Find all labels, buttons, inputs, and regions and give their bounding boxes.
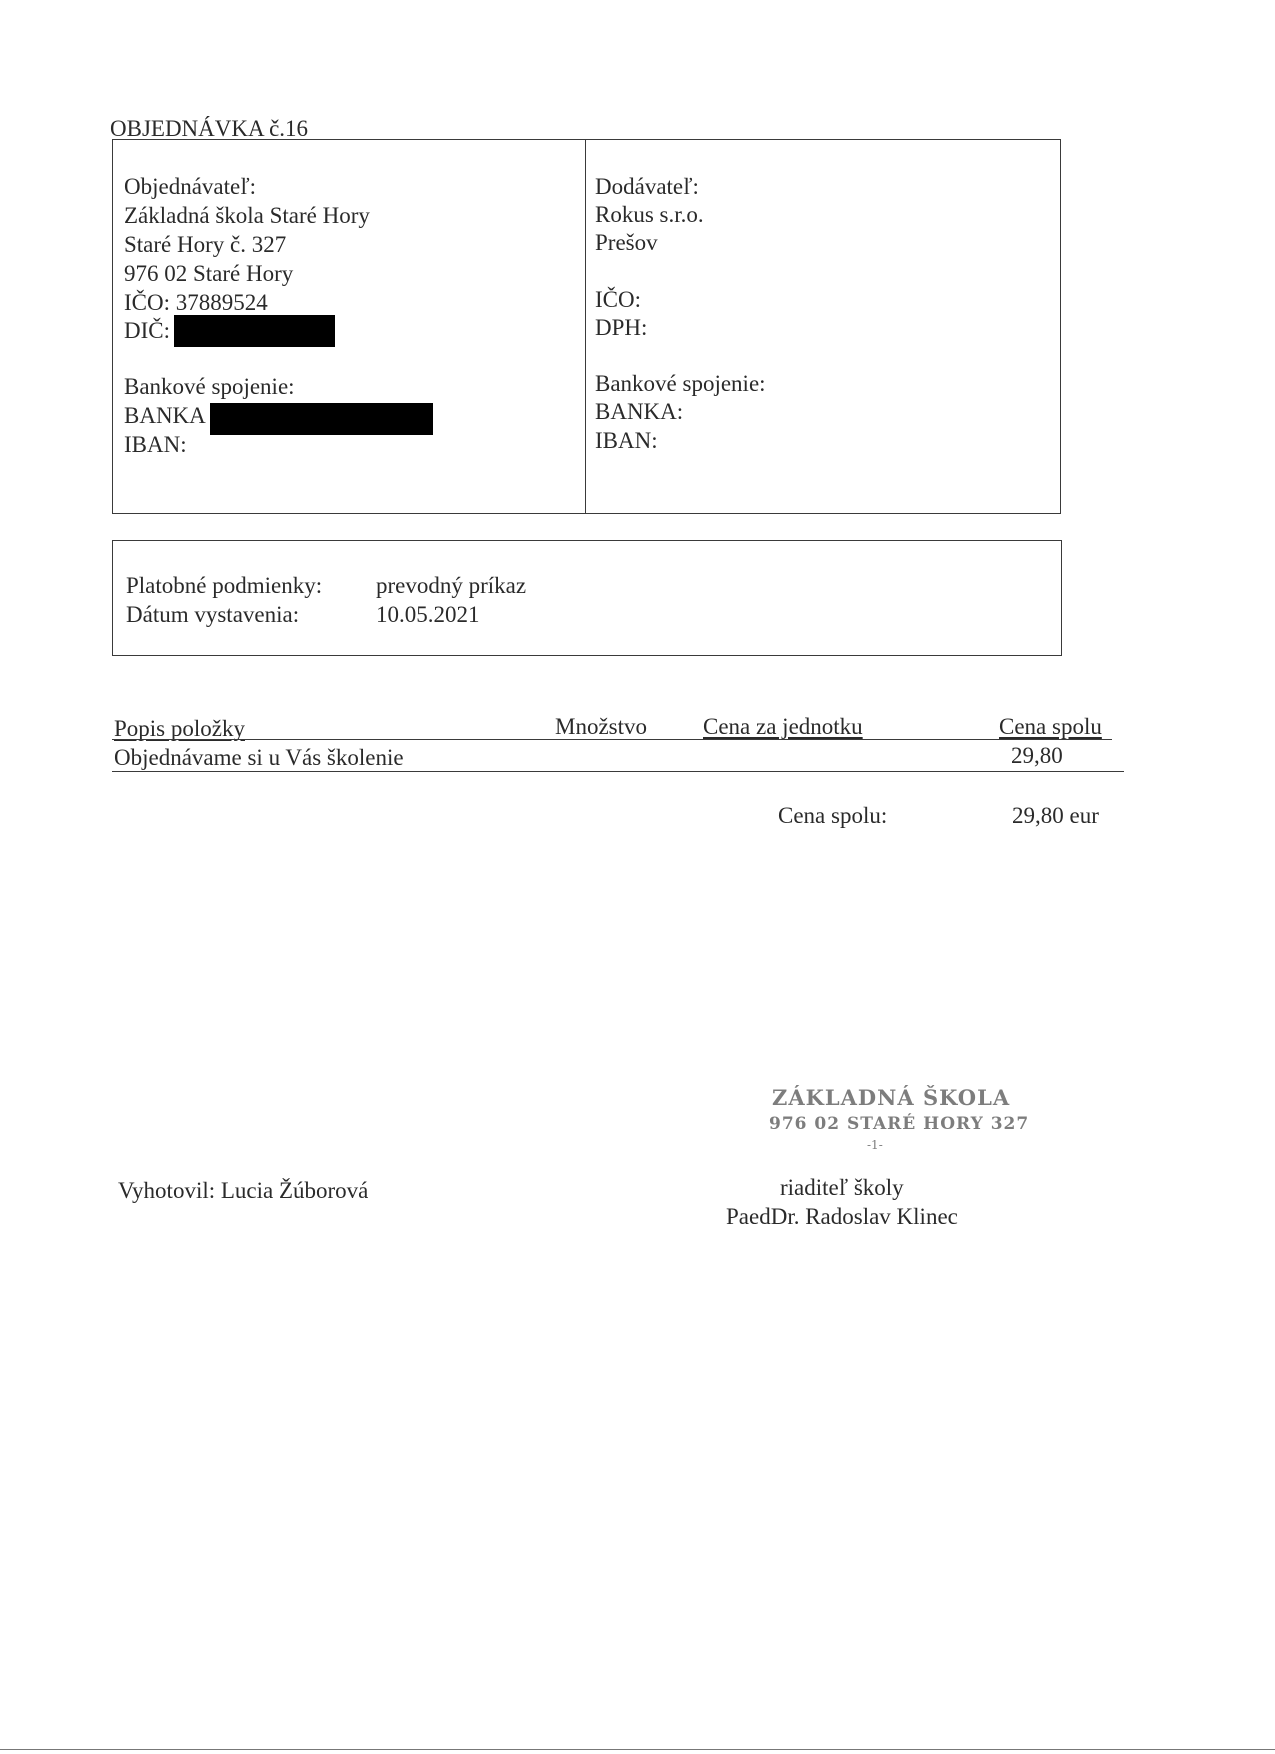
orderer-bank-label: BANKA xyxy=(124,403,206,428)
grand-total-label: Cena spolu: xyxy=(778,803,888,828)
column-header-unit-price: Cena za jednotku xyxy=(703,714,863,739)
payment-terms-label: Platobné podmienky: xyxy=(126,573,323,598)
column-header-quantity: Množstvo xyxy=(555,714,647,739)
stamp-line-1: ZÁKLADNÁ ŠKOLA xyxy=(772,1085,1011,1110)
issue-date-value: 10.05.2021 xyxy=(376,602,480,627)
supplier-bank-label: BANKA: xyxy=(595,399,684,424)
dic-redaction xyxy=(174,315,335,347)
supplier-name: Rokus s.r.o. xyxy=(595,202,704,227)
orderer-name: Základná škola Staré Hory xyxy=(124,203,370,228)
signer-name: PaedDr. Radoslav Klinec xyxy=(726,1204,958,1229)
orderer-city: 976 02 Staré Hory xyxy=(124,261,294,286)
orderer-ico: IČO: 37889524 xyxy=(124,290,268,315)
column-header-description: Popis položky xyxy=(114,716,245,741)
orderer-bank-heading: Bankové spojenie: xyxy=(124,374,295,399)
orderer-dic-label: DIČ: xyxy=(124,318,170,343)
issue-date-label: Dátum vystavenia: xyxy=(126,602,300,627)
bank-redaction xyxy=(210,403,433,435)
parties-divider xyxy=(585,139,586,514)
supplier-heading: Dodávateľ: xyxy=(595,174,699,199)
orderer-iban-label: IBAN: xyxy=(124,432,187,457)
item-total: 29,80 xyxy=(1011,743,1063,768)
scan-bottom-edge xyxy=(0,1749,1275,1750)
payment-terms-value: prevodný príkaz xyxy=(376,573,527,598)
supplier-bank-heading: Bankové spojenie: xyxy=(595,371,766,396)
row-rule xyxy=(112,771,1124,772)
prepared-by: Vyhotovil: Lucia Žúborová xyxy=(118,1178,369,1203)
column-header-total: Cena spolu xyxy=(999,714,1102,739)
orderer-street: Staré Hory č. 327 xyxy=(124,232,287,257)
item-description: Objednávame si u Vás školenie xyxy=(114,745,404,770)
orderer-heading: Objednávateľ: xyxy=(124,174,256,199)
grand-total-value: 29,80 eur xyxy=(1012,803,1099,828)
stamp-line-2: 976 02 STARÉ HORY 327 xyxy=(769,1114,1030,1134)
supplier-ico-label: IČO: xyxy=(595,287,641,312)
stamp-line-3: -1- xyxy=(867,1138,883,1152)
supplier-city: Prešov xyxy=(595,230,658,255)
document-title: OBJEDNÁVKA č.16 xyxy=(110,116,309,141)
supplier-dph-label: DPH: xyxy=(595,315,648,340)
signer-role: riaditeľ školy xyxy=(780,1175,904,1200)
header-rule xyxy=(112,739,1112,740)
supplier-iban-label: IBAN: xyxy=(595,428,658,453)
